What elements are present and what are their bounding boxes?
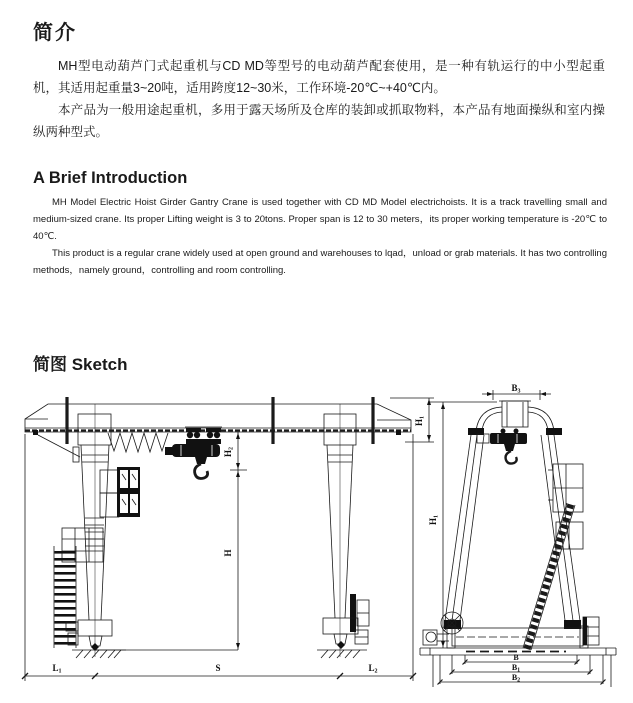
- english-intro-title: A Brief Introduction: [33, 169, 188, 187]
- dim-label-h1-front: H1: [414, 415, 426, 427]
- dim-label-b1: B1: [511, 663, 521, 674]
- dim-label-l2: L2: [368, 663, 378, 675]
- right-wheel-truck: [317, 618, 367, 658]
- hook-icon: [506, 451, 517, 464]
- english-intro-paragraph-2: This product is a regular crane widely used at open ground and warehouses to lqad，unload or grab materials. It has two controlling methods，namely ground，controlling and room controlling.: [33, 248, 607, 276]
- hoist-side: [477, 429, 527, 464]
- dim-label-b3: B3: [511, 383, 521, 395]
- chinese-intro-paragraph-2: 本产品为一般用途起重机，多用于露天场所及仓库的装卸或抓取物料，本产品有地面操纵和室内操纵两种型式。: [33, 103, 605, 139]
- left-wheel-truck: [66, 620, 126, 658]
- dim-label-l1: L1: [52, 663, 62, 675]
- festoon-cable: [108, 433, 168, 452]
- chinese-intro-paragraph-1: MH型电动葫芦门式起重机与CD MD等型号的电动葫芦配套使用，是一种有轨运行的中小型起重机，其适用起重量3~20吨，适用跨度12~30米，工作环境-20℃~+40℃内。: [33, 59, 605, 95]
- dim-label-h1-side: H1: [428, 514, 440, 526]
- dim-label-b: B: [513, 653, 519, 662]
- dim-label-b2: B2: [511, 673, 521, 684]
- english-intro-paragraph-1: MH Model Electric Hoist Girder Gantry Crane is used together with CD MD Model electrichoists. It is a track travelling small and medium-sized crane. Its proper Lifting weight is 3 to 20tons. Proper span is 12 to 30 meters，its proper working temperature is -20℃ to 40℃.: [33, 197, 607, 242]
- dim-label-h: H: [223, 549, 233, 557]
- side-view-sketch: [420, 383, 616, 687]
- hoist-trolley: [165, 427, 222, 479]
- sketch-section-title: 简图 Sketch: [33, 355, 128, 374]
- right-leg: [324, 404, 369, 657]
- hook-icon: [195, 464, 208, 479]
- chinese-intro-title: 简介: [33, 22, 77, 44]
- dim-label-s: S: [215, 663, 221, 673]
- left-leg: [62, 404, 111, 657]
- dim-label-h2: H2: [223, 446, 235, 458]
- front-view-sketch: [22, 397, 434, 681]
